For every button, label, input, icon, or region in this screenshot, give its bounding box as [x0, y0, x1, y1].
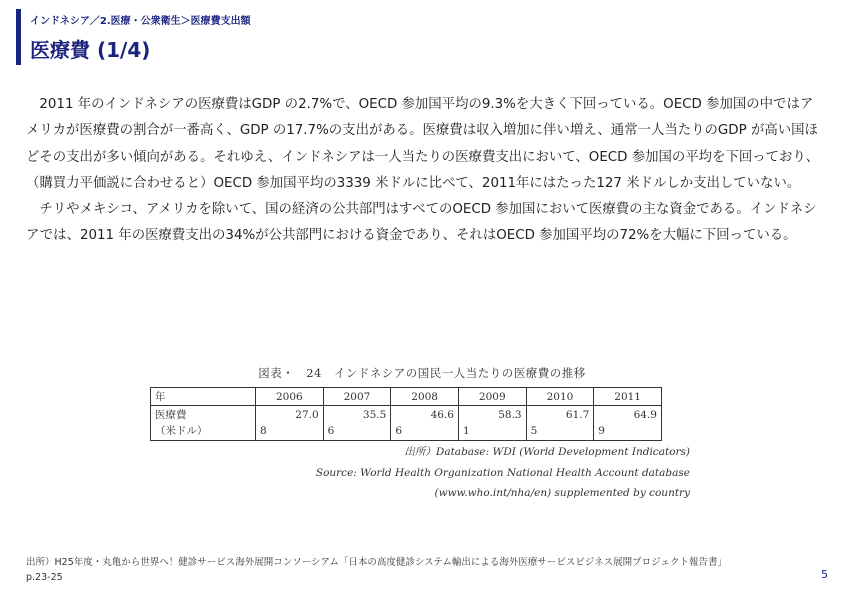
figure	[148, 365, 696, 504]
table-year-cell: 2009	[458, 388, 526, 406]
table-year-cell: 2006	[256, 388, 324, 406]
table-year-cell: 2007	[323, 388, 391, 406]
value-frac: 9	[598, 425, 605, 437]
value-int: 64.9	[633, 409, 657, 421]
table-value-cell	[256, 406, 324, 441]
page-title: 医療費 (1/4)	[30, 38, 151, 62]
breadcrumb: インドネシア／2.医療・公衆衛生＞医療費支出額	[30, 16, 251, 27]
table-year-cell: 2011	[594, 388, 662, 406]
table-row-header: 年	[151, 388, 256, 406]
paragraph-1: 2011 年のインドネシアの医療費はGDP の2.7%で、OECD 参加国平均の9.3%を大きく下回っている。OECD 参加国の中ではアメリカが医療費の割合が一番高く、GDP の17.7%の支出がある。医療費は収入増加に伴い増え、通常一人当たりのGDP が高い国ほどその支出が多い傾向がある。それゆえ、インドネシアは一人当たりの医療費支出において、OECD 参加国の平均を下回っており、（購買力平価説に合わせると）OECD 参加国平均の3339 米ドルに比べて、2011年にはたった127 米ドルしか支出していない。	[26, 97, 820, 191]
value-label-line2: （米ドル）	[155, 425, 208, 437]
value-int: 58.3	[498, 409, 522, 421]
figure-source	[148, 442, 690, 504]
table-year-cell: 2008	[391, 388, 459, 406]
page-number: 5	[821, 568, 828, 581]
table-value-cell	[594, 406, 662, 441]
value-label-line1: 医療費	[155, 409, 187, 421]
value-int: 46.6	[430, 409, 454, 421]
health-expenditure-table	[150, 387, 662, 441]
value-frac: 6	[395, 425, 402, 437]
title-accent-bar	[16, 9, 21, 65]
table-value-cell	[526, 406, 594, 441]
value-frac: 5	[530, 425, 538, 437]
table-row	[151, 406, 662, 441]
value-frac: 8	[260, 425, 267, 437]
table-row-label	[151, 406, 256, 441]
value-int: 61.7	[565, 409, 590, 421]
table-header-row	[151, 388, 662, 406]
table-value-cell	[391, 406, 459, 441]
body-text	[26, 92, 820, 250]
table-year-cell: 2010	[526, 388, 594, 406]
value-int: 27.0	[295, 409, 319, 421]
source-line: Source: World Health Organization National Health Account database	[315, 466, 690, 479]
footer-source-note: 出所）H25年度・丸亀から世界へ！健診サービス海外展開コンソーシアム「日本の高度健診システム輸出による海外医療サービスビジネス展開プロジェクト報告書」p.23-25	[26, 557, 723, 583]
table-value-cell	[323, 406, 391, 441]
source-line: (www.who.int/nha/en) supplemented by country	[434, 487, 690, 499]
paragraph-2: チリやメキシコ、アメリカを除いて、国の経済の公共部門はすべてのOECD 参加国において医療費の主な資金である。インドネシアでは、2011 年の医療費支出の34%が公共部門における資金であり、それはOECD 参加国平均の72%を大幅に下回っている。	[26, 202, 817, 244]
table-value-cell	[458, 406, 526, 441]
source-line: 出所）Database: WDI (World Development Indicators)	[404, 446, 690, 458]
value-frac: 1	[462, 425, 470, 437]
value-int: 35.5	[362, 409, 387, 421]
figure-caption: 図表・ 24 インドネシアの国民一人当たりの医療費の推移	[258, 366, 586, 380]
value-frac: 6	[327, 425, 335, 437]
